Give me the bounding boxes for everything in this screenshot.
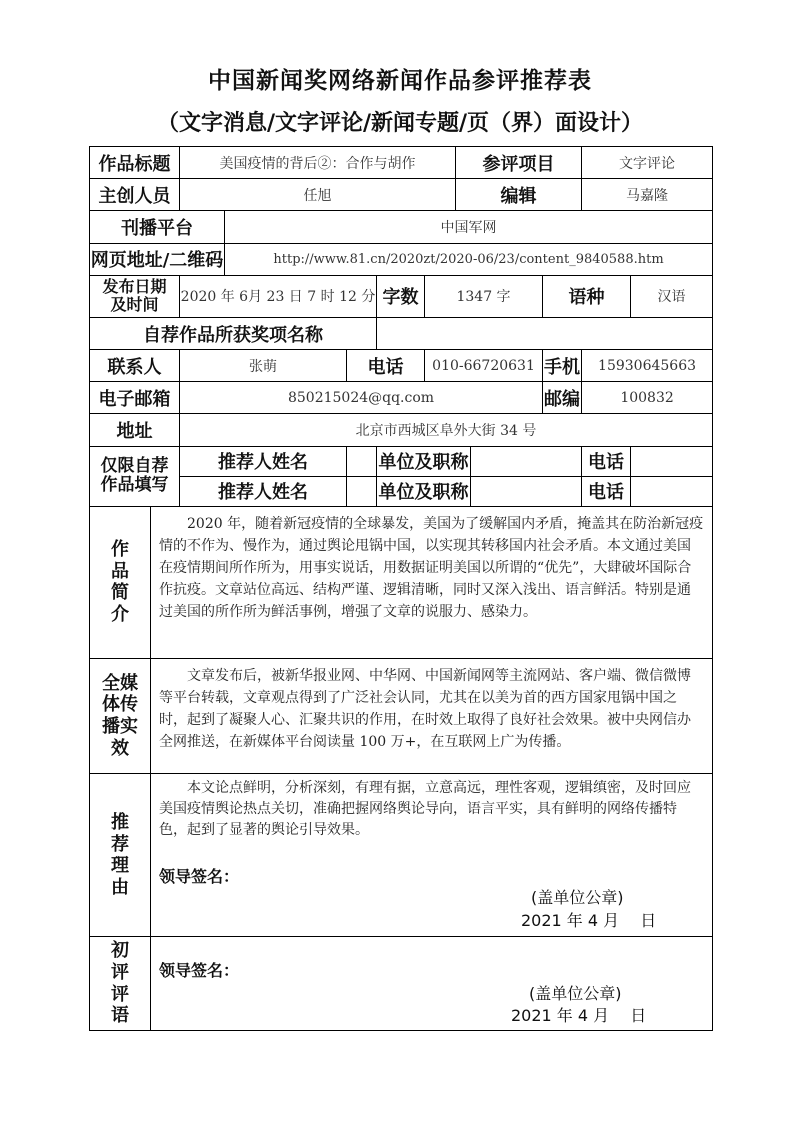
review-signature-label: 领导签名： bbox=[159, 961, 240, 981]
intro-label: 作品简介 bbox=[90, 506, 151, 658]
recommendation-form-table bbox=[89, 146, 713, 1031]
email-label: 电子邮箱 bbox=[90, 382, 180, 414]
postcode-label: 邮编 bbox=[543, 382, 582, 414]
url-value: http://www.81.cn/2020zt/2020-06/23/content_9840588.htm bbox=[225, 243, 713, 275]
work-title-label: 作品标题 bbox=[90, 147, 180, 179]
row-effect bbox=[90, 658, 713, 774]
reason-label: 推荐理由 bbox=[90, 774, 151, 937]
row-review bbox=[90, 937, 713, 1031]
unit-title-label: 单位及职称 bbox=[377, 446, 471, 476]
address-label: 地址 bbox=[90, 414, 180, 446]
rec-phone-label: 电话 bbox=[582, 476, 631, 506]
rec-phone-value bbox=[631, 446, 713, 476]
unit-title-label: 单位及职称 bbox=[377, 476, 471, 506]
effect-label: 全媒体传播实效 bbox=[90, 658, 151, 774]
work-title-value: 美国疫情的背后②：合作与胡作 bbox=[180, 147, 456, 179]
awards-label: 自荐作品所获奖项名称 bbox=[90, 317, 377, 349]
pubdate-label: 发布日期及时间 bbox=[90, 275, 180, 317]
review-seal: (盖单位公章) bbox=[529, 984, 622, 1004]
editor-value: 马嘉隆 bbox=[582, 179, 713, 211]
platform-label: 刊播平台 bbox=[90, 211, 225, 243]
platform-value: 中国军网 bbox=[225, 211, 713, 243]
row-contact bbox=[90, 350, 713, 382]
reason-signature-label: 领导签名： bbox=[159, 867, 240, 887]
reason-date: 2021 年 4 月 日 bbox=[521, 911, 657, 931]
row-email bbox=[90, 382, 713, 414]
recommender-name-label: 推荐人姓名 bbox=[180, 446, 347, 476]
editor-label: 编辑 bbox=[456, 179, 582, 211]
row-url bbox=[90, 243, 713, 275]
review-cell bbox=[151, 937, 713, 1031]
creator-value: 任旭 bbox=[180, 179, 456, 211]
language-value: 汉语 bbox=[631, 275, 713, 317]
row-recommender-2 bbox=[90, 476, 713, 506]
review-date: 2021 年 4 月 日 bbox=[511, 1006, 647, 1026]
form-subtitle: （文字消息/文字评论/新闻专题/页（界）面设计） bbox=[156, 110, 644, 136]
postcode-value: 100832 bbox=[582, 382, 713, 414]
creator-label: 主创人员 bbox=[90, 179, 180, 211]
wordcount-value: 1347 字 bbox=[425, 275, 543, 317]
email-value: 850215024@qq.com bbox=[180, 382, 543, 414]
row-platform bbox=[90, 211, 713, 243]
recommender-name-value bbox=[347, 446, 377, 476]
row-recommender-1 bbox=[90, 446, 713, 476]
pubdate-value: 2020 年 6月 23 日 7 时 12 分 bbox=[180, 275, 377, 317]
form-title: 中国新闻奖网络新闻作品参评推荐表 bbox=[208, 67, 592, 94]
unit-title-value bbox=[471, 446, 582, 476]
intro-text: 2020 年，随着新冠疫情的全球暴发，美国为了缓解国内矛盾，掩盖其在防治新冠疫情的不作为、慢作为，通过舆论甩锅中国，以实现其转移国内社会矛盾。本文通过美国在疫情期间所作所为，用事实说话，用数据证明美国以所谓的“优先”，大肆破坏国际合作抗疫。文章站位高远、结构严谨、逻辑清晰，同时又深入浅出、语言鲜活。特别是通过美国的所作所为鲜活事例，增强了文章的说服力、感染力。 bbox=[151, 506, 713, 658]
row-address bbox=[90, 414, 713, 446]
wordcount-label: 字数 bbox=[377, 275, 425, 317]
self-rec-label: 仅限自荐作品填写 bbox=[90, 446, 180, 506]
rec-phone-value bbox=[631, 476, 713, 506]
reason-text: 本文论点鲜明，分析深刻，有理有据，立意高远，理性客观，逻辑缜密，及时回应美国疫情舆论热点关切，准确把握网络舆论导向，语言平实，具有鲜明的网络传播特色，起到了显著的舆论引导效果。 bbox=[159, 780, 691, 839]
phone-value: 010-66720631 bbox=[425, 350, 543, 382]
row-intro bbox=[90, 506, 713, 658]
category-label: 参评项目 bbox=[456, 147, 582, 179]
row-reason bbox=[90, 774, 713, 937]
unit-title-value bbox=[471, 476, 582, 506]
contact-label: 联系人 bbox=[90, 350, 180, 382]
row-creator bbox=[90, 179, 713, 211]
url-label: 网页地址/二维码 bbox=[90, 243, 225, 275]
category-value: 文字评论 bbox=[582, 147, 713, 179]
row-work-title bbox=[90, 147, 713, 179]
mobile-value: 15930645663 bbox=[582, 350, 713, 382]
recommender-name-label: 推荐人姓名 bbox=[180, 476, 347, 506]
rec-phone-label: 电话 bbox=[582, 446, 631, 476]
effect-text: 文章发布后，被新华报业网、中华网、中国新闻网等主流网站、客户端、微信微博等平台转载，文章观点得到了广泛社会认同，尤其在以美为首的西方国家甩锅中国之时，起到了凝聚人心、汇聚共识的作用，在时效上取得了良好社会效果。被中央网信办全网推送，在新媒体平台阅读量 100 万+，在互联网上广为传播。 bbox=[151, 658, 713, 774]
phone-label: 电话 bbox=[347, 350, 425, 382]
reason-seal: (盖单位公章) bbox=[531, 888, 624, 908]
row-awards bbox=[90, 317, 713, 349]
contact-value: 张萌 bbox=[180, 350, 347, 382]
recommender-name-value bbox=[347, 476, 377, 506]
mobile-label: 手机 bbox=[543, 350, 582, 382]
reason-cell bbox=[151, 774, 713, 937]
row-pubdate bbox=[90, 275, 713, 317]
language-label: 语种 bbox=[543, 275, 631, 317]
address-value: 北京市西城区阜外大街 34 号 bbox=[180, 414, 713, 446]
awards-value bbox=[377, 317, 713, 349]
review-label: 初评评语 bbox=[90, 937, 151, 1031]
